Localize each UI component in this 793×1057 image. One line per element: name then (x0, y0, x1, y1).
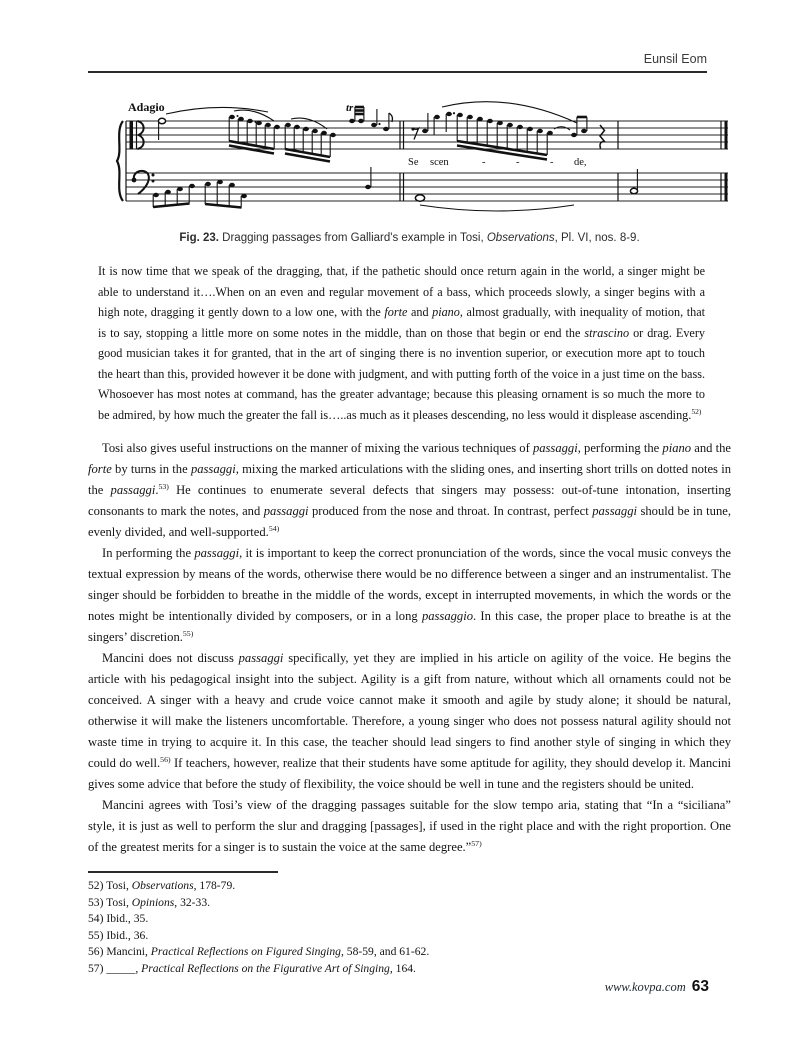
footnote-57: 57) _____, Practical Reflections on the Figurative Art of Singing, 164. (88, 961, 416, 975)
footnote-53: 53) Tosi, Opinions, 32-33. (88, 895, 211, 909)
lyric-syllable: - (550, 157, 554, 168)
lyric-syllable: de, (574, 157, 587, 168)
upper-voice-m2 (411, 102, 604, 160)
lyrics-line (408, 157, 587, 168)
final-barline (721, 121, 728, 201)
page-footer (605, 978, 709, 996)
bass-clef-icon (132, 171, 155, 194)
music-notation (112, 99, 731, 223)
upper-staff (126, 121, 728, 149)
trill-marking: tr (346, 102, 354, 114)
lyric-syllable: Se (408, 157, 419, 168)
footnote-52: 52) Tosi, Observations, 178-79. (88, 879, 236, 892)
page-number: 63 (691, 978, 709, 995)
lyric-syllable: - (516, 157, 520, 168)
upper-voice-m1 (158, 107, 392, 162)
paragraph-tosi-instructions: Tosi also gives useful instructions on the manner of mixing the various techniques of passaggi, performing the piano and the forte by turns in the passaggi, mixing the marked articulations with the sliding ones, and inserting short trills on dotted notes in the passaggi.$^{53)}$ He continues to enumerate several defects that singers may possess: out-of-tune intonation, inserting consonants to mark the notes, and passaggi produced from the nose and throat. In contrast, perfect passaggi should be in tune, evenly divided, and well-supported.$^{54)}$ (88, 441, 732, 539)
footnotes-section (88, 871, 731, 977)
author-name: Eunsil Eom (643, 52, 707, 66)
footnote-56: 56) Mancini, Practical Reflections on Figured Singing, 58-59, and 61-62. (88, 945, 430, 958)
paragraph-mancini-agility: Mancini does not discuss passaggi specifically, yet they are implied in his article on agility of the voice. He begins the article with his pedagogical insight into the subject. Agility is a gift from nature, without which all ornaments could not be conceived. A singer with a heavy and crude voice cannot make it smooth and agile by study alone; it should be natural, otherwise it will make the listeners uncomfortable. Therefore, a young singer who does not possess natural agility should not waste time in trying to acquire it. In this case, the teacher should lead singers to find another style of singing in which they could do well.$^{56)}$ If teachers, however, realize that their students have some aptitude for agility, they should develop it. Mancini gives some advice that before the study of flexibility, the voice should be well in tune and the registers should be united. (88, 651, 731, 791)
footnote-54: 54) Ibid., 35. (88, 912, 149, 925)
figure-caption: Fig. 23. Dragging passages from Galliard's example in Tosi, Observations, Pl. VI, nos. 8-9. (179, 232, 640, 244)
lyric-syllable: scen (430, 157, 449, 168)
site-url: www.kovpa.com (604, 980, 686, 994)
paragraph-pronunciation: In performing the passaggi, it is important to keep the correct pronunciation of the words, since the vocal music conveys the textual expression by means of the words, otherwise there would be no difference between a singer and an instrumentalist. The singer should be forbidden to breathe in the middle of the words, except in interrupted movements, in which the words or the notes might be intentionally divided by composers, or in a long passaggio. In this case, the proper place to breathe is at the singers’ discretion.$^{55)}$ (88, 546, 731, 644)
page-header (88, 52, 707, 73)
music-figure (88, 99, 731, 245)
brace-icon (117, 121, 123, 201)
tempo-marking: Adagio (128, 100, 165, 114)
music-score-svg (112, 99, 732, 223)
footnote-55: 55) Ibid., 36. (88, 928, 149, 942)
lyric-syllable: - (482, 157, 486, 168)
double-barline (400, 121, 404, 201)
block-quote: It is now time that we speak of the dragging, that, if the pathetic should once return again in the world, a singer might be able to understand it….When on an even and regular movement of a bass, which proceeds slowly, a singer begins with a high note, dragging it gently down to a low one, with the forte and piano, almost gradually, with inequality of motion, that is to say, stopping a little more on some notes in the middle, than on those that begin or end the strascino or drag. Every good musician takes it for granted, that in the art of singing there is no invention superior, or execution more apt to touch the heart than this, provided however it be done with judgment, and with putting forth of the voice in a just time on the bass. Whosoever has most notes at command, has the greater advantage; because this pleasing ornament is so much the more to be admired, by how much the greater the fall is…..as much as it pleases descending, no less would it displease ascending.$^{52)}$ (98, 264, 705, 422)
footnote-divider (88, 871, 278, 873)
lower-voice-m2 (415, 169, 637, 211)
paragraph-mancini-agrees: Mancini agrees with Tosi’s view of the dragging passages suitable for the slow tempo aria, stating that “In a “siciliana” style, it is just as well to perform the slur and dragging [passages], if used in the right place and with the right proportion. One of the greatest merits for a singer is to sustain the voice at the same degree.”$^{57)}$ (88, 798, 731, 854)
